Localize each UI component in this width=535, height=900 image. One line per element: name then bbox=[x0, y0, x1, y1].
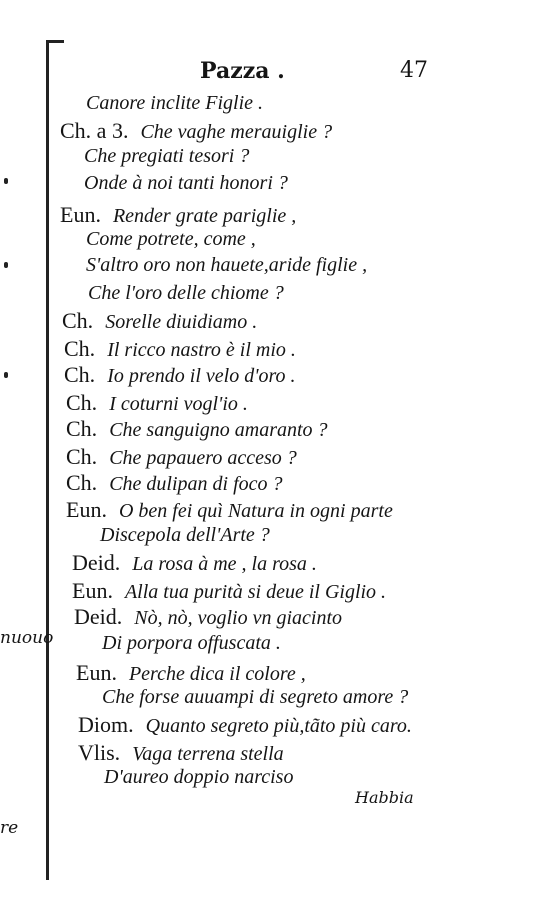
speaker-label: Ch. bbox=[64, 336, 96, 361]
verse-line bbox=[102, 686, 408, 709]
verse-line bbox=[72, 550, 317, 576]
speaker-label: Eun. bbox=[72, 578, 113, 603]
verse-text: O ben fei quì Natura in ogni parte bbox=[118, 500, 393, 522]
speaker-label: Ch. bbox=[66, 416, 98, 441]
verse-text: Che sanguigno amaranto ? bbox=[109, 419, 328, 441]
verse-text: S'altro oro non hauete,aride figlie , bbox=[86, 254, 368, 276]
speaker-label: Diom. bbox=[78, 712, 134, 737]
verse-line bbox=[86, 92, 263, 115]
verse-text: Che papauero acceso ? bbox=[109, 447, 297, 469]
verse-text: Che dulipan di foco ? bbox=[109, 473, 283, 495]
speaker-label: Deid. bbox=[72, 550, 121, 575]
verse-line bbox=[64, 336, 296, 362]
speaker-label: Ch. bbox=[66, 444, 98, 469]
verse-line bbox=[104, 766, 293, 789]
speaker-label: Ch. bbox=[62, 308, 94, 333]
verse-text: Che l'oro delle chiome ? bbox=[88, 282, 284, 304]
speaker-label: Vlis. bbox=[78, 740, 121, 765]
verse-line bbox=[72, 578, 386, 604]
verse-text: Che vaghe merauiglie ? bbox=[140, 121, 333, 143]
verse-text: Quanto segreto più,tãto più caro. bbox=[145, 715, 412, 737]
page-corner-mark bbox=[46, 40, 64, 43]
margin-comma-mark bbox=[4, 262, 8, 268]
verse-text: Perche dica il colore , bbox=[128, 663, 306, 685]
verse-line bbox=[86, 228, 256, 251]
verse-line bbox=[102, 632, 281, 655]
verse-text: Alla tua purità si deue il Giglio . bbox=[124, 581, 387, 603]
catchword: Habbia bbox=[355, 788, 414, 807]
verse-text: Che pregiati tesori ? bbox=[84, 145, 250, 167]
verse-text: I coturni vogl'io . bbox=[109, 393, 248, 415]
verse-line bbox=[76, 660, 306, 686]
margin-fragment-re: re bbox=[0, 818, 19, 838]
verse-text: Come potrete, come , bbox=[86, 228, 256, 250]
speaker-label: Ch. bbox=[66, 390, 98, 415]
verse-line bbox=[100, 524, 270, 547]
verse-line bbox=[78, 712, 412, 738]
verse-text: Sorelle diuidiamo . bbox=[105, 311, 258, 333]
speaker-label: Eun. bbox=[76, 660, 117, 685]
verse-text: Discepola dell'Arte ? bbox=[100, 524, 270, 546]
verse-text: Nò, nò, voglio vn giacinto bbox=[134, 607, 343, 629]
verse-text: Vaga terrena stella bbox=[132, 743, 284, 765]
margin-fragment-nuouo: nuouo bbox=[0, 628, 54, 648]
verse-line bbox=[84, 172, 288, 195]
verse-line bbox=[64, 362, 296, 388]
verse-text: Che forse auuampi di segreto amore ? bbox=[102, 686, 409, 708]
verse-text: Canore inclite Figlie . bbox=[86, 92, 264, 114]
verse-text: D'aureo doppio narciso bbox=[104, 766, 294, 788]
verse-line bbox=[66, 390, 248, 416]
verse-line bbox=[60, 202, 296, 228]
verse-line bbox=[66, 497, 393, 523]
margin-comma-mark bbox=[4, 178, 8, 184]
verse-line bbox=[66, 444, 297, 470]
verse-text: Render grate pariglie , bbox=[112, 205, 297, 227]
verse-line bbox=[88, 282, 284, 305]
speaker-label: Eun. bbox=[60, 202, 101, 227]
margin-comma-mark bbox=[4, 372, 8, 378]
verse-line bbox=[74, 604, 342, 630]
speaker-label: Ch. a 3. bbox=[60, 118, 129, 143]
verse-line bbox=[66, 416, 328, 442]
speaker-label: Ch. bbox=[64, 362, 96, 387]
running-head: Pazza . bbox=[200, 58, 285, 84]
verse-text: Di porpora offuscata . bbox=[102, 632, 281, 654]
verse-text: Io prendo il velo d'oro . bbox=[107, 365, 296, 387]
verse-text: Onde à noi tanti honori ? bbox=[84, 172, 288, 194]
verse-line bbox=[60, 118, 332, 144]
verse-text: Il ricco nastro è il mio . bbox=[107, 339, 296, 361]
page-gutter-rule bbox=[46, 40, 49, 880]
speaker-label: Ch. bbox=[66, 470, 98, 495]
verse-line bbox=[84, 145, 249, 168]
verse-text: La rosa à me , la rosa . bbox=[132, 553, 317, 575]
page-number: 47 bbox=[400, 58, 428, 83]
verse-line bbox=[78, 740, 284, 766]
verse-line bbox=[86, 254, 367, 277]
speaker-label: Deid. bbox=[74, 604, 123, 629]
verse-line bbox=[66, 470, 283, 496]
verse-line bbox=[62, 308, 257, 334]
speaker-label: Eun. bbox=[66, 497, 107, 522]
